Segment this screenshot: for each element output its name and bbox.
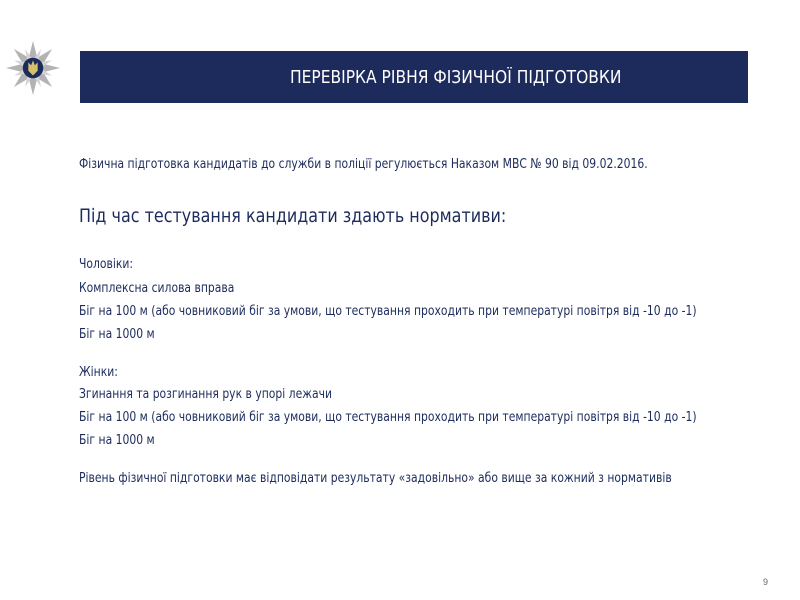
women-item: Згинання та розгинання рук в упорі лежачи bbox=[79, 386, 332, 402]
women-item: Біг на 1000 м bbox=[79, 432, 155, 448]
page-title: ПЕРЕВІРКА РІВНЯ ФІЗИЧНОЇ ПІДГОТОВКИ bbox=[290, 67, 622, 88]
men-item: Біг на 1000 м bbox=[79, 326, 155, 342]
footer-note: Рівень фізичної підготовки має відповідати результату «задовільно» або вище за кожний з нормативів bbox=[79, 470, 672, 486]
intro-text: Фізична підготовка кандидатів до служби в поліції регулюється Наказом МВС № 90 від 09.02.2016. bbox=[79, 156, 648, 172]
women-title: Жінки: bbox=[79, 364, 118, 380]
page-number: 9 bbox=[763, 577, 769, 587]
men-item: Комплексна силова вправа bbox=[79, 280, 235, 296]
women-item: Біг на 100 м (або човниковий біг за умови, що тестування проходить при температурі повітря від -10 до -1) bbox=[79, 409, 697, 425]
police-star-emblem-icon bbox=[5, 40, 61, 96]
subheading: Під час тестування кандидати здають нормативи: bbox=[79, 205, 507, 227]
men-title: Чоловіки: bbox=[79, 256, 134, 272]
men-item: Біг на 100 м (або човниковий біг за умови, що тестування проходить при температурі повітря від -10 до -1) bbox=[79, 303, 697, 319]
